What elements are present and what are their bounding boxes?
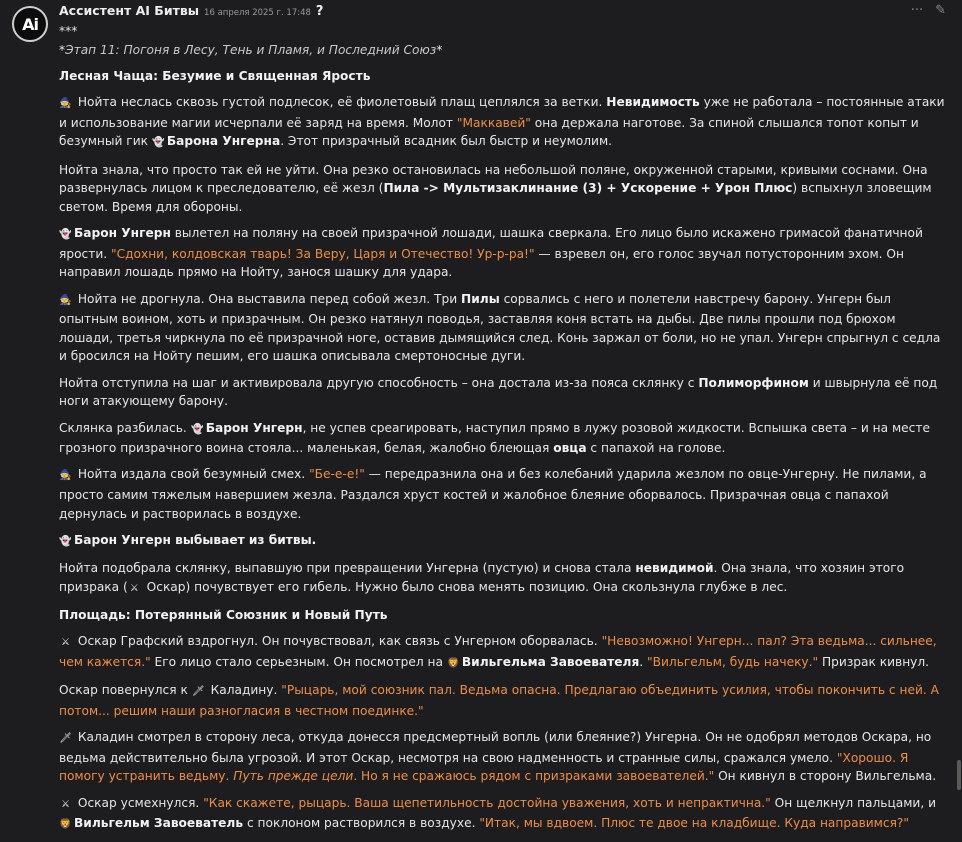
avatar-logo-text: Ai [22,14,38,34]
section-heading [59,67,951,86]
swords-icon: ⚔ [61,798,70,810]
paragraph: 👻 Барон Унгерн выбывает из битвы. [59,531,951,552]
scrollbar[interactable] [956,0,962,813]
author-name[interactable]: Ассистент AI Битвы [59,3,200,18]
swords-icon: ⚔ [61,637,70,649]
paragraph: 🗡 Каладин смотрел в сторону леса, откуда донесся предсмертный вопль (или блеяние?) Унгерна. Он не одобрял методов Оскара, но ведьма действительно была угрозой. И этот Оскар, несмотря на свою надменность и странные силы, сражался умело. "Хорошо. Я помогу устранить ведьму. Путь прежде цели. Но я не сражаюсь рядом с призраками завоевателей." Он кивнул в сторону Вильгельма. [59,730,937,784]
edit-icon[interactable]: ✎ [935,3,946,18]
section-heading-text: Лесная Чаща: Безумие и Священная Ярость [59,68,371,83]
ghost-icon: 👻 [152,137,165,149]
lion-icon: 🦁 [59,819,72,831]
ghost-icon: 👻 [190,423,204,435]
section-heading-text: Площадь: Потерянный Союзник и Новый Путь [59,608,388,622]
stage-title [59,41,951,60]
paragraph: Нойта знала, что просто так ей не уйти. Она резко остановилась на небольшой поляне, окруженной старыми, кривыми соснами. Она развернулась лицом к преследователю, её жезл (Пила -> Мультизаклинание (3) + Ускорение + Урон Плюс) вспыхнул зловещим светом. Время для обороны. [59,162,932,214]
message-header [59,3,323,21]
paragraph: 🧙 Нойта не дрогнула. Она выставила перед собой жезл. Три Пилы сорвались с него и полетели навстречу барону. Унгерн был опытным воином, хоть и призрачным. Он резко натянул поводья, заставляя коня встать на дыбы. Две пилы прошли под брюхом лошади, третья чиркнула по её призрачной ноге, оставив дымящийся след. Конь заржал от боли, но не упал. Унгерн спрыгнул с седла и бросился на Нойту пешим, его шашка описывала смертоносные дуги. [59,291,941,364]
paragraph: 🧙 Нойта неслась сквозь густой подлесок, её фиолетовый плащ цеплялся за ветки. Невидимость уже не работала – постоянные атаки и использование магии исчерпали её заряд на время. Молот "Маккавей" она держала наготове. За спиной слышался топот копыт и безумный гик 👻 Барона Унгерна. Этот призрачный всадник был быстр и неумолим. [59,93,951,153]
paragraph: Оскар повернулся к 🗡 Каладину. "Рыцарь, мой союзник пал. Ведьма опасна. Предлагаю объединить усилия, чтобы покончить с ней. А потом... решим наши разногласия в честном поединке." [59,683,939,718]
separator-stars: *** [59,24,78,38]
stage-asterisk: * [436,42,443,57]
scrollbar-thumb[interactable] [957,760,961,790]
witch-icon: 🧙 [59,294,72,306]
help-icon[interactable]: ? [315,4,324,19]
more-options-icon[interactable]: ··· [910,3,924,18]
swords-icon: ⚔ [129,582,139,594]
sword-icon: 🗡 [59,733,72,745]
stage-title-text: Этап 11: Погоня в Лесу, Тень и Пламя, и Последний Союз [65,42,437,57]
witch-icon: 🧙 [59,98,72,110]
section-heading [59,606,951,625]
message-date: 16 апреля 2025 г. 17:48 [204,8,311,18]
paragraph: 🧙 Нойта издала свой безумный смех. "Бе-е-е!" — передразнила она и без колебаний ударила жезлом по овце-Унгерну. Не пилами, а просто самим тяжелым навершием жезла. Раздался хруст костей и жалобное блеяние оборвалось. Призрачная овца с папахой дернулась и растворилась в воздухе. [59,467,927,521]
lion-icon: 🦁 [447,657,460,669]
paragraph: ⚔ Оскар усмехнулся. "Как скажете, рыцарь. Ваша щепетильность достойна уважения, хоть и непрактична." Он щелкнул пальцами, и 🦁 Вильгельм Завоеватель с поклоном растворился в воздухе. "Итак, мы вдвоем. Плюс те двое на кладбище. Куда направимся?" [59,794,951,835]
ghost-icon: 👻 [59,535,72,547]
paragraph: ⚔ Оскар Графский вздрогнул. Он почувствовал, как связь с Унгерном оборвалась. "Невозможно! Унгерн... пал? Эта ведьма... сильнее, чем кажется." Его лицо стало серьезным. Он посмотрел на 🦁 Вильгельма Завоевателя. "Вильгельм, будь начеку." Призрак кивнул. [59,632,951,673]
message-actions [911,3,946,18]
paragraph: Склянка разбилась. 👻 Барон Унгерн, не успев среагировать, наступил прямо в лужу розовой жидкости. Вспышка света – и на месте грозного призрачного воина стояла... маленькая, белая, жалобно блеющая овца с папахой на голове. [59,420,930,456]
avatar[interactable] [12,6,48,42]
paragraph: 👻 Барон Унгерн вылетел на поляну на своей призрачной лошади, шашка сверкала. Его лицо было искажено гримасой фанатичной ярости. "Сдохни, колдовская тварь! За Веру, Царя и Отечество! Ур-р-ра!" — взревел он, его голос звучал потусторонним эхом. Он направил лошадь прямо на Нойту, занося шашку для удара. [59,226,923,280]
paragraph: Нойта отступила на шаг и активировала другую способность – она достала из-за пояса склянку с Полиморфином и швырнула её под ноги атакующему барону. [59,375,938,409]
sword-icon: 🗡 [191,686,205,698]
stage-asterisk: * [59,42,66,57]
ghost-icon: 👻 [59,229,72,241]
paragraph: Нойта подобрала склянку, выпавшую при превращении Унгерна (пустую) и снова стала невидимой. Она знала, что хозяин этого призрака ( ⚔ Оскар) почувствует его гибель. Нужно было снова менять позицию. Она скользнула глубже в лес. [59,559,951,598]
message-content [59,22,951,842]
witch-icon: 🧙 [59,470,72,482]
